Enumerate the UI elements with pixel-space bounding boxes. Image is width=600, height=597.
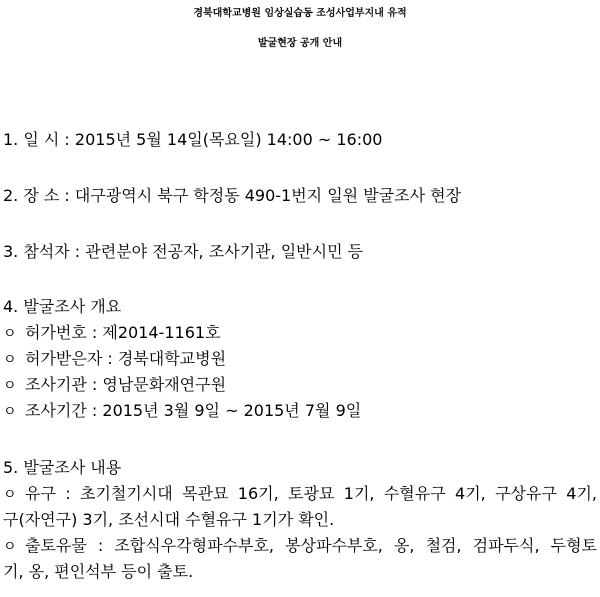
bullet-icon: ㅇ xyxy=(3,352,17,368)
artifacts-text-line2: 기, 옹, 편인석부 등이 출토. xyxy=(3,562,194,581)
bullet-icon: ㅇ xyxy=(3,404,17,420)
features-text-line2: 구(자연구) 3기, 조선시대 수혈유구 1기가 확인. xyxy=(3,510,335,529)
bullet-icon: ㅇ xyxy=(3,378,17,394)
bullet-icon: ㅇ xyxy=(3,487,17,503)
artifacts-row xyxy=(3,533,597,556)
bullet-icon: ㅇ xyxy=(3,326,17,342)
date-time-item: 1. 일 시 : 2015년 5월 14일(목요일) 14:00 ~ 16:00 xyxy=(3,130,383,149)
features-text-line1: 유구 : 초기철기시대 목관묘 16기, 토광묘 1기, 수혈유구 4기, 구상유구 4기, xyxy=(25,484,597,503)
agency-text: 조사기관 : 영남문화재연구원 xyxy=(25,375,227,394)
content-heading: 5. 발굴조사 내용 xyxy=(3,458,122,477)
overview-heading: 4. 발굴조사 개요 xyxy=(3,297,122,316)
period-row xyxy=(3,398,361,421)
features-row xyxy=(3,481,597,504)
permit-number-text: 허가번호 : 제2014-1161호 xyxy=(25,323,221,342)
artifacts-text-line1: 출토유물 : 조합식우각형파수부호, 봉상파수부호, 옹, 철검, 검파두식, 두형토 xyxy=(25,536,597,555)
permittee-text: 허가받은자 : 경북대학교병원 xyxy=(25,349,227,368)
permit-number-row xyxy=(3,320,221,343)
attendees-item: 3. 참석자 : 관련분야 전공자, 조사기관, 일반시민 등 xyxy=(3,242,364,261)
bullet-icon: ㅇ xyxy=(3,539,17,555)
location-item: 2. 장 소 : 대구광역시 북구 학정동 490-1번지 일원 발굴조사 현장 xyxy=(3,186,462,205)
period-text: 조사기간 : 2015년 3월 9일 ~ 2015년 7월 9일 xyxy=(25,401,362,420)
agency-row xyxy=(3,372,226,395)
permittee-row xyxy=(3,346,226,369)
notice-title-line2: 발굴현장 공개 안내 xyxy=(257,38,343,49)
notice-title-line1: 경북대학교병원 임상실습동 조성사업부지내 유적 xyxy=(193,8,407,19)
